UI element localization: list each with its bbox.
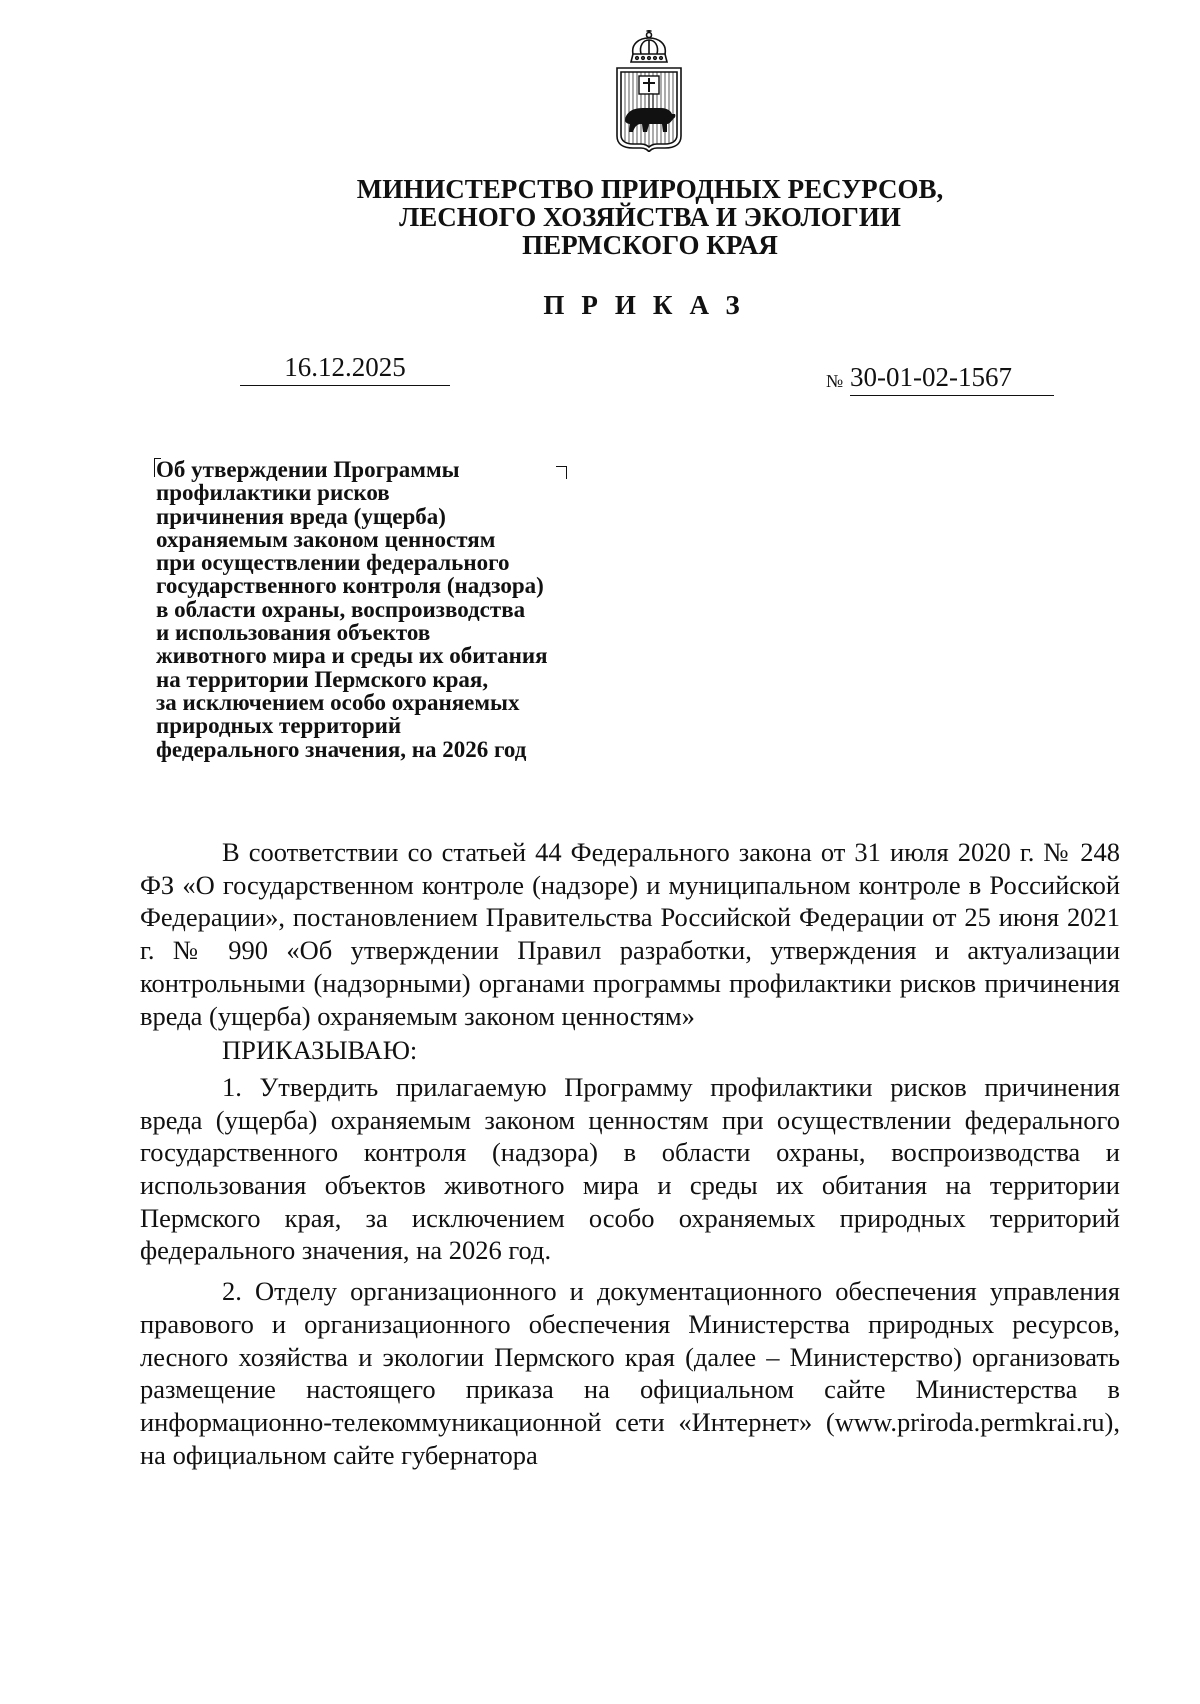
subject-line: за исключением особо охраняемых: [156, 689, 520, 715]
document-type: ПРИКАЗ: [543, 290, 757, 320]
subject-line: животного мира и среды их обитания: [156, 643, 548, 669]
perm-krai-coat-of-arms-icon: [609, 28, 689, 152]
order-item-2: 2. Отделу организационного и документационного обеспечения управления правового и организационного обеспечения Министерства природных ресурсов, лесного хозяйства и экологии Пермского края (далее – Министерство) организовать размещение настоящего приказа на официальном сайте Министерства в информационно-телекоммуникационной сети «Интернет» (www.priroda.permkrai.ru), на официальном сайте губернатора: [140, 1276, 1120, 1470]
order-item-1: 1. Утвердить прилагаемую Программу профилактики рисков причинения вреда (ущерба) охраняемым законом ценностям при осуществлении федерального государственного контроля (надзора) в области охраны, воспроизводства и использования объектов животного мира и среды их обитания на территории Пермского края, за исключением особо охраняемых природных территорий федерального значения, на 2026 год.: [140, 1071, 1120, 1266]
subject-line: профилактики рисков: [156, 480, 390, 506]
subject-line: федерального значения, на 2026 год: [156, 736, 527, 762]
subject-line: на территории Пермского края,: [156, 666, 489, 692]
preamble-paragraph: В соответствии со статьей 44 Федерального закона от 31 июля 2020 г. № 248 ФЗ «О государственном контроле (надзоре) и муниципальном контроле в Российской Федерации», постановлением Правительства Российской Федерации от 25 июня 2021 г. № 990 «Об утверждении Правил разработки, утверждения и актуализации контрольными (надзорными) органами программы профилактики рисков причинения вреда (ущерба) охраняемым законом ценностям»: [140, 837, 1120, 1031]
subject-line: охраняемым законом ценностям: [156, 526, 496, 552]
subject-line: в области охраны, воспроизводства: [156, 596, 526, 622]
ministry-name: [300, 175, 1000, 259]
document-subject: [156, 458, 676, 761]
subject-line: причинения вреда (ущерба): [156, 503, 446, 529]
ministry-line: ЛЕСНОГО ХОЗЯЙСТВА И ЭКОЛОГИИ: [399, 202, 901, 232]
number-label: №: [826, 371, 844, 391]
document-number: 30-01-02-1567: [850, 362, 1054, 396]
document-date: 16.12.2025: [240, 352, 450, 386]
decree-word: ПРИКАЗЫВАЮ:: [222, 1035, 418, 1066]
subject-line: Об утверждении Программы: [156, 457, 460, 482]
subject-line: государственного контроля (надзора): [156, 573, 544, 599]
ministry-line: МИНИСТЕРСТВО ПРИРОДНЫХ РЕСУРСОВ,: [356, 174, 944, 204]
ministry-line: ПЕРМСКОГО КРАЯ: [522, 230, 778, 260]
document-body: [140, 836, 1120, 1479]
subject-line: при осуществлении федерального: [156, 550, 510, 576]
subject-line: и использования объектов: [156, 620, 431, 646]
subject-line: природных территорий: [156, 713, 402, 739]
